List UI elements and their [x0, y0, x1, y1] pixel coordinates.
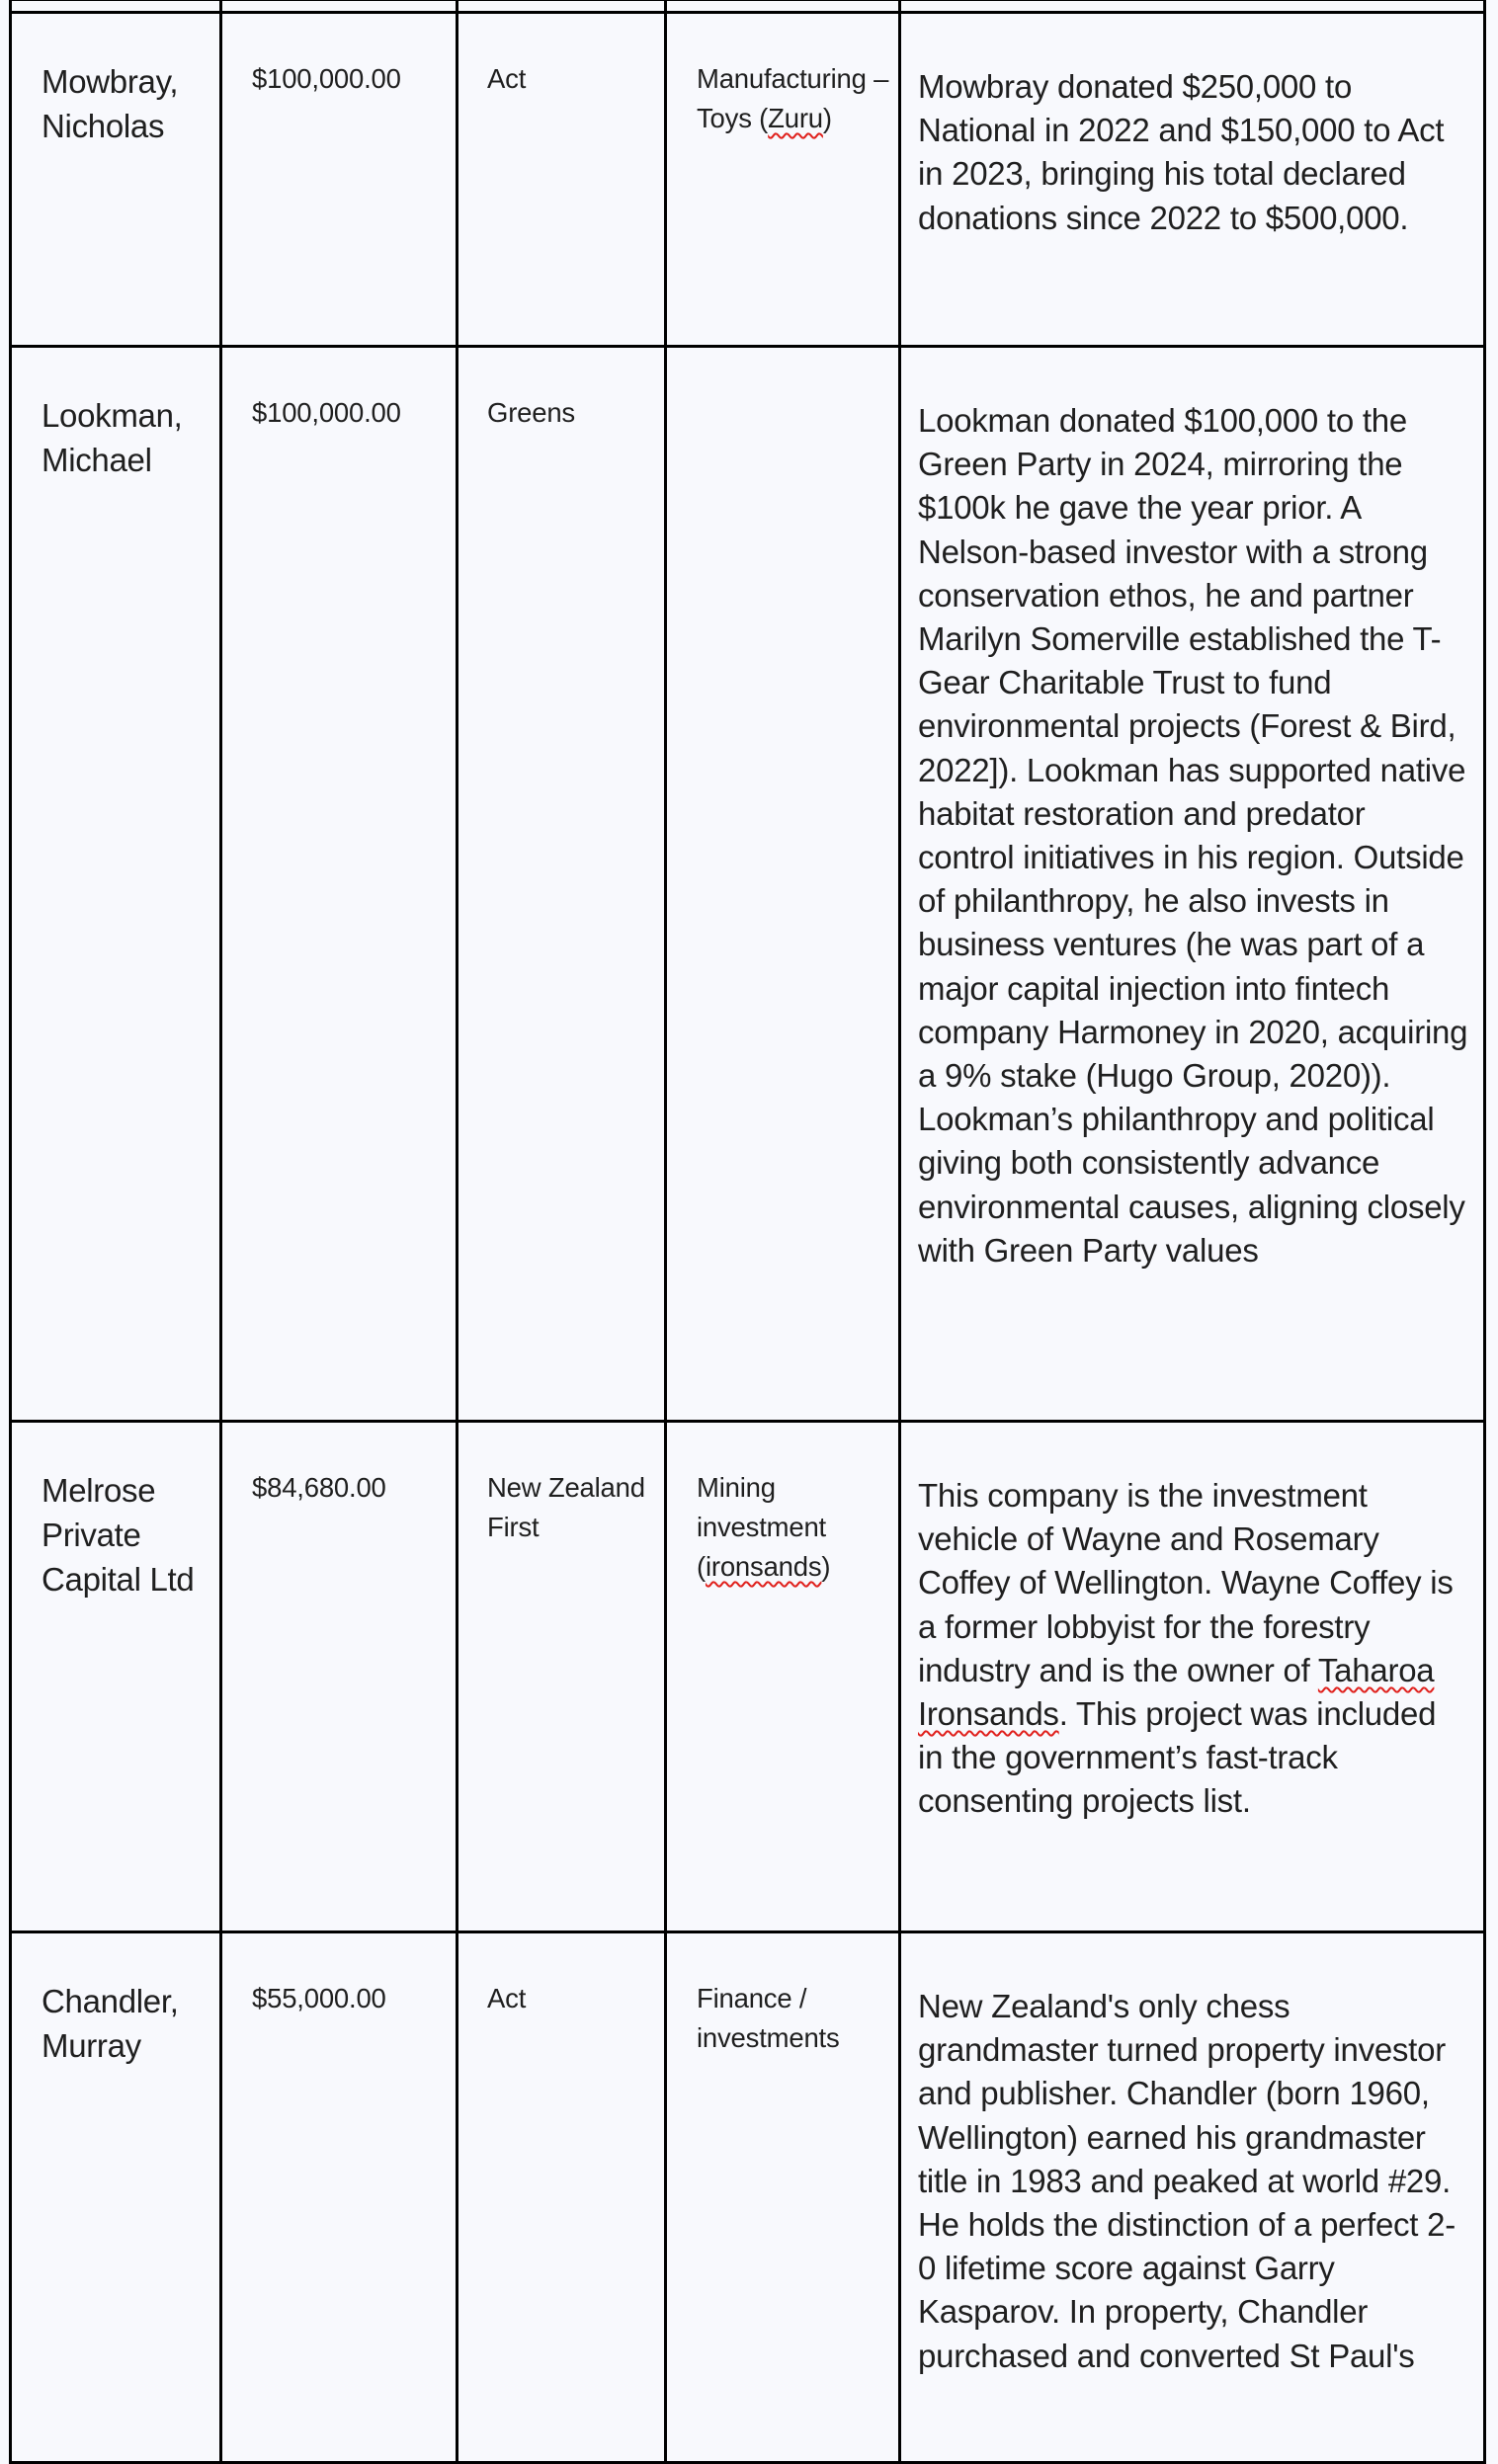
industry-text-suffix: ) — [821, 1551, 831, 1582]
party-cell[interactable]: Greens — [458, 347, 666, 1422]
amount-cell[interactable]: $55,000.00 — [221, 1932, 458, 2463]
amount-cell[interactable]: $84,680.00 — [221, 1422, 458, 1932]
donations-table — [9, 0, 1486, 2464]
table-row — [11, 1422, 1485, 1932]
industry-cell[interactable] — [666, 347, 900, 1422]
industry-cell[interactable] — [666, 1422, 900, 1932]
industry-text: Manufacturing – Toys ( — [697, 63, 889, 133]
donor-cell[interactable]: Lookman, Michael — [11, 347, 221, 1422]
spellcheck-flagged-word[interactable]: ironsands — [705, 1551, 822, 1582]
industry-cell[interactable] — [666, 13, 900, 347]
table-row — [11, 1932, 1485, 2463]
party-cell[interactable]: Act — [458, 13, 666, 347]
amount-cell[interactable]: $100,000.00 — [221, 13, 458, 347]
notes-cell[interactable]: Mowbray donated $250,000 to National in 2022 and $150,000 to Act in 2023, bringing his total declared donations since 2022 to $500,000. — [900, 13, 1485, 347]
table-row — [11, 13, 1485, 347]
amount-cell[interactable]: $100,000.00 — [221, 347, 458, 1422]
donor-cell[interactable]: Mowbray, Nicholas — [11, 13, 221, 347]
industry-text-suffix: ) — [822, 103, 832, 133]
notes-text-after: . This project was included in the government’s fast-track consenting projects list. — [918, 1695, 1437, 1820]
party-cell[interactable]: Act — [458, 1932, 666, 2463]
previous-row-stub — [11, 0, 1485, 13]
notes-cell[interactable]: New Zealand's only chess grandmaster turned property investor and publisher. Chandler (born 1960, Wellington) earned his grandmaster title in 1983 and peaked at world #29. He holds the distinction of a perfect 2-0 lifetime score against Garry Kasparov. In property, Chandler purchased and converted St Paul's — [900, 1932, 1485, 2463]
notes-cell[interactable]: Lookman donated $100,000 to the Green Party in 2024, mirroring the $100k he gave the year prior. A Nelson-based investor with a strong conservation ethos, he and partner Marilyn Somerville established the T-Gear Charitable Trust to fund environmental projects (Forest & Bird, 2022]). Lookman has supported native habitat restoration and predator control initiatives in his region. Outside of philanthropy, he also invests in business ventures (he was part of a major capital injection into fintech company Harmoney in 2020, acquiring a 9% stake (Hugo Group, 2020)). Lookman’s philanthropy and political giving both consistently advance environmental causes, aligning closely with Green Party values — [900, 347, 1485, 1422]
donor-cell[interactable]: Chandler, Murray — [11, 1932, 221, 2463]
spellcheck-flagged-word[interactable]: Taharoa Ironsands — [918, 1651, 1435, 1733]
industry-cell[interactable] — [666, 1932, 900, 2463]
notes-text: This company is the investment vehicle of Wayne and Rosemary Coffey of Wellington. Wayne Coffey is a former lobbyist for the forestry industry and is the owner of — [918, 1477, 1454, 1688]
spellcheck-flagged-word[interactable]: Zuru — [768, 103, 823, 133]
industry-text: Mining investment ( — [697, 1472, 826, 1582]
notes-cell[interactable] — [900, 1422, 1485, 1932]
donor-cell[interactable]: Melrose Private Capital Ltd — [11, 1422, 221, 1932]
party-cell[interactable]: New Zealand First — [458, 1422, 666, 1932]
industry-text: Finance / investments — [697, 1983, 840, 2053]
table-row — [11, 347, 1485, 1422]
